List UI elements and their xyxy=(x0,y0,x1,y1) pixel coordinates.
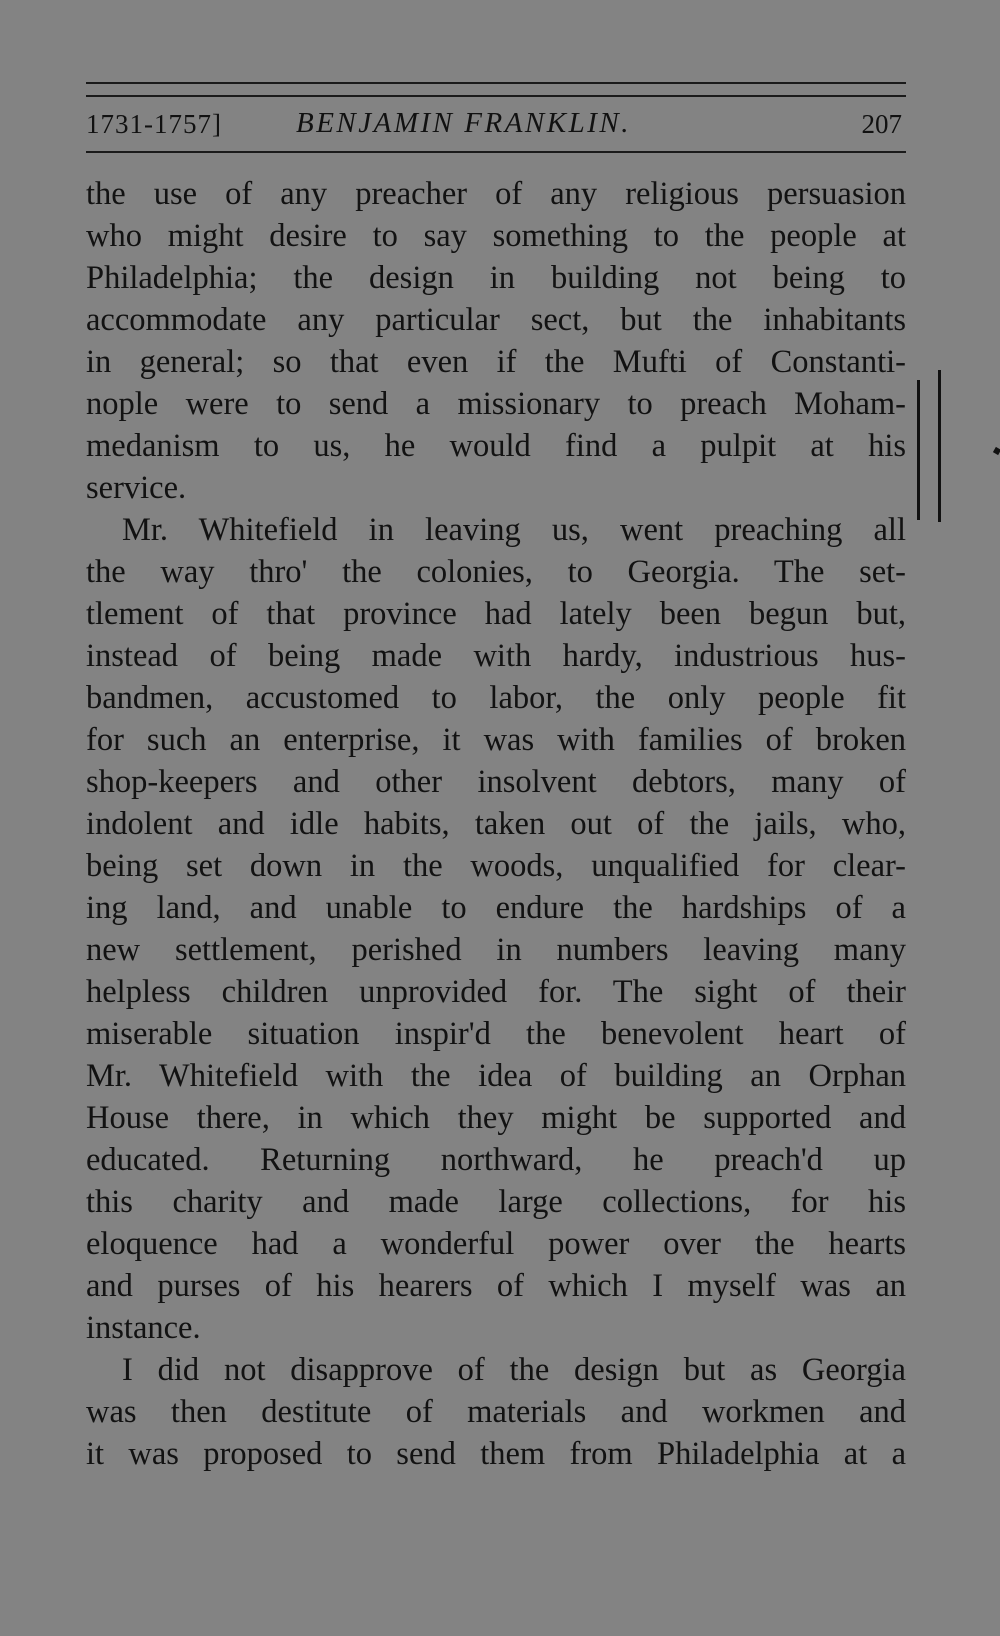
text-line: instead of being made with hardy, industrious hus- xyxy=(86,638,906,674)
text-line: instance. xyxy=(86,1310,201,1346)
text-line: miserable situation inspir'd the benevolent heart of xyxy=(86,1016,906,1052)
text-line: Mr. Whitefield with the idea of building an Orphan xyxy=(86,1058,906,1094)
text-line: nople were to send a missionary to preach Moham- xyxy=(86,386,906,422)
text-line: for such an enterprise, it was with families of broken xyxy=(86,722,906,758)
text-line: this charity and made large collections, for his xyxy=(86,1184,906,1220)
page-number: 207 xyxy=(861,109,902,139)
text-line: Philadelphia; the design in building not being to xyxy=(86,260,906,296)
text-line: accommodate any particular sect, but the inhabitants xyxy=(86,302,906,338)
header-rule-second xyxy=(86,95,906,97)
margin-tick xyxy=(993,447,1000,455)
text-line: was then destitute of materials and workmen and xyxy=(86,1394,906,1430)
header-title: BENJAMIN FRANKLIN. xyxy=(296,107,631,139)
running-header xyxy=(86,101,906,149)
margin-marks xyxy=(912,370,952,520)
text-line: and purses of his hearers of which I myself was an xyxy=(86,1268,906,1304)
book-page xyxy=(86,82,906,1475)
text-line: ing land, and unable to endure the hardships of a xyxy=(86,890,906,926)
text-line: educated. Returning northward, he preach'd up xyxy=(86,1142,906,1178)
text-line: I did not disapprove of the design but as Georgia xyxy=(122,1352,906,1388)
text-line: who might desire to say something to the people at xyxy=(86,218,906,254)
text-line: bandmen, accustomed to labor, the only people fit xyxy=(86,680,906,716)
body-text xyxy=(86,173,906,1475)
text-line: medanism to us, he would find a pulpit at his xyxy=(86,428,906,464)
header-rule-top xyxy=(86,82,906,84)
text-line: indolent and idle habits, taken out of the jails, who, xyxy=(86,806,906,842)
header-years: 1731-1757] xyxy=(86,109,222,139)
text-line: eloquence had a wonderful power over the hearts xyxy=(86,1226,906,1262)
text-line: it was proposed to send them from Philadelphia at a xyxy=(86,1436,906,1472)
text-line: the way thro' the colonies, to Georgia. The set- xyxy=(86,554,906,590)
text-line: being set down in the woods, unqualified for clear- xyxy=(86,848,906,884)
margin-bar xyxy=(938,370,941,522)
text-line: shop-keepers and other insolvent debtors, many of xyxy=(86,764,906,800)
text-line: new settlement, perished in numbers leaving many xyxy=(86,932,906,968)
text-line: the use of any preacher of any religious persuasion xyxy=(86,176,906,212)
margin-bar xyxy=(917,380,920,520)
text-line: Mr. Whitefield in leaving us, went preaching all xyxy=(122,512,906,548)
text-line: service. xyxy=(86,470,187,506)
text-line: helpless children unprovided for. The sight of their xyxy=(86,974,906,1010)
text-line: House there, in which they might be supported and xyxy=(86,1100,906,1136)
text-line: in general; so that even if the Mufti of Constanti- xyxy=(86,344,906,380)
text-line: tlement of that province had lately been begun but, xyxy=(86,596,906,632)
header-rule-bottom xyxy=(86,151,906,153)
